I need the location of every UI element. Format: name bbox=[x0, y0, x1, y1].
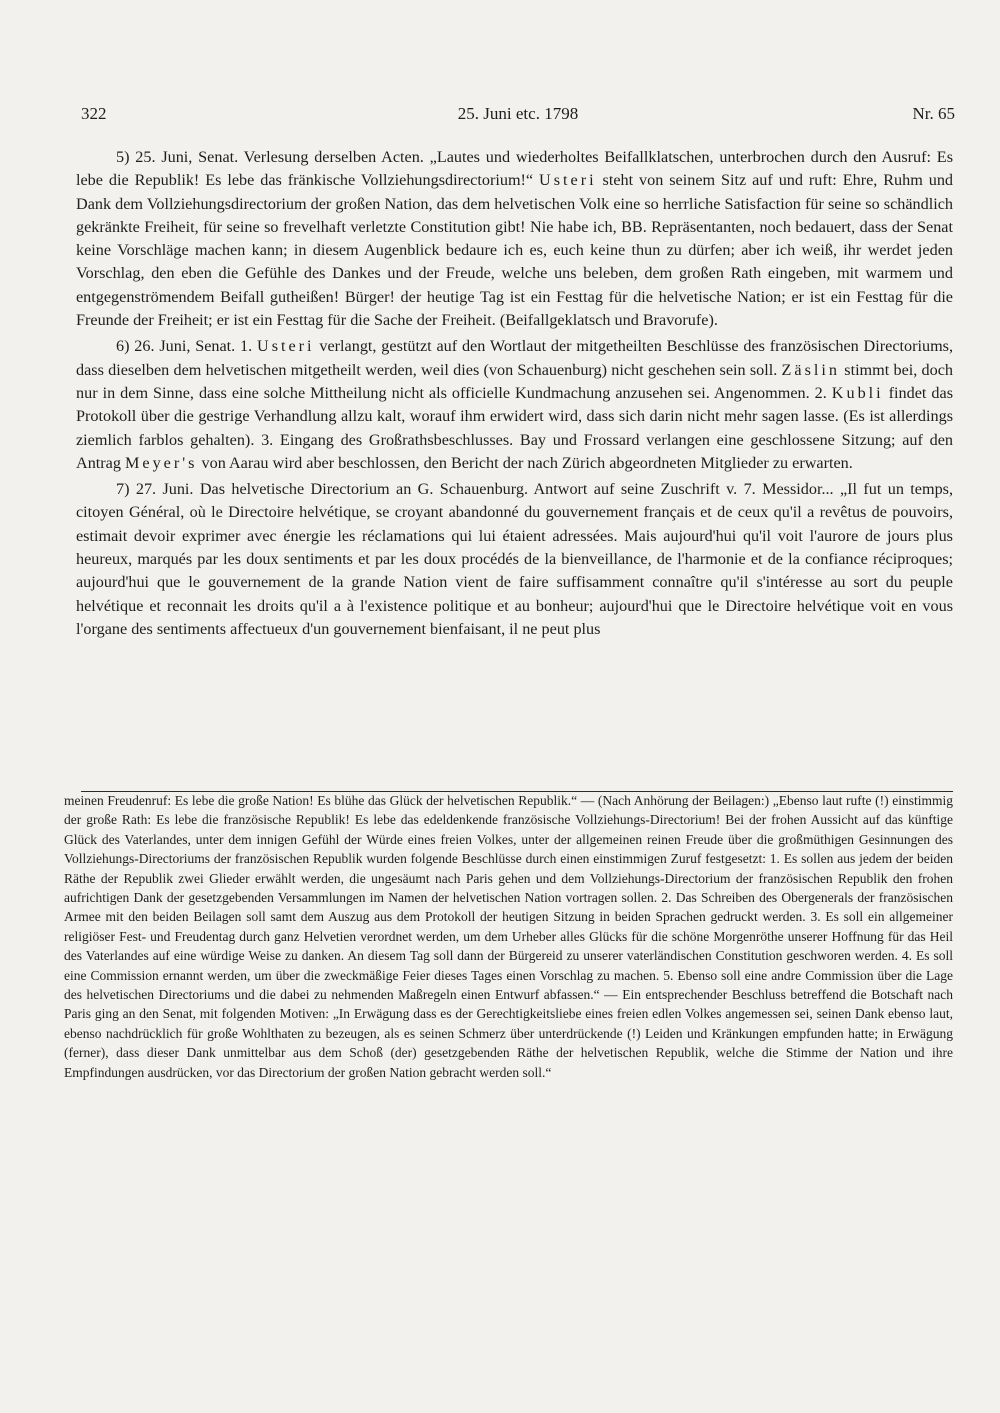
p6-text-e: von Aarau wird aber beschlossen, den Bericht der nach Zürich abgeordneten Mitglieder zu erwarten. bbox=[201, 453, 853, 472]
running-header bbox=[81, 104, 955, 128]
running-title: 25. Juni etc. 1798 bbox=[457, 104, 579, 123]
page-number: 322 bbox=[81, 104, 107, 123]
p7-letter-text: „Il fut un temps, citoyen Général, où le Directoire helvétique, se croyant abandonné du gouvernement français et de ceux qu'il a revêtus de pouvoirs, estimait devoir exprimer avec énergie les réclamations qui lui étaient adressées. Mais aujourd'hui qu'il voit l'aurore de jours plus heureux, marqués par les doux sentiments et par les doux procédés de la bienveillance, de l'harmonie et de la confiance réciproques; aujourd'hui que le gouvernement de la grande Nation vient de faire suffisamment connaître qu'il s'intéresse au sort du peuple helvétique et reconnait les droits qu'il a à l'existence politique et au bonheur; aujourd'hui que le Directoire helvétique voit en vous l'organe des sentiments affectueux d'un gouvernement bienfaisant, il ne peut plus bbox=[76, 480, 954, 638]
p6-text-a: 6) 26. Juni, Senat. 1. bbox=[116, 337, 253, 356]
paragraph-6 bbox=[76, 335, 953, 475]
p6-text-d: findet das Protokoll über die gestrige Verhandlung allzu kalt, worauf ihm erwidert wird, dass sich darin nicht mehr sagen lasse. (Es ist allerdings ziemlich farblos gehalten). 3. Eingang des Großrathsbeschlusses. Bay und Frossard verlangen eine geschlossene Sitzung; auf den Antrag bbox=[76, 383, 953, 472]
document-number: Nr. 65 bbox=[912, 104, 955, 123]
person-name: Usteri bbox=[539, 171, 597, 190]
person-name: Usteri bbox=[257, 337, 315, 356]
p5-text-b: steht von seinem Sitz auf und ruft: Ehre, Ruhm und Dank dem Vollziehungsdirectorium der großen Nation, das dem helvetischen Volk eine so herrliche Satisfaction für seine so schändlich gekränkte Freiheit, für seine so frevelhaft verletzte Constitution gibt! Nie habe ich, BB. Repräsentanten, noch bedauert, dass der Senat keine Vorschläge machen kann; in diesem Augenblick bedaure ich es, euch keine thun zu dürfen; aber ich weiß, ihr werdet jeden Vorschlag, den eben die Gefühle des Dankes und der Freude, welche uns beleben, dem großen Rath eingeben, mit warmem und entgegenströmendem Beifall gutheißen! Bürger! der heutige Tag ist ein Festtag für die helvetische Nation; er ist ein Festtag für die Freunde der Freiheit; er ist ein Festtag für die Sache der Freiheit. (Beifallgeklatsch und Bravorufe). bbox=[76, 171, 954, 330]
paragraph-7 bbox=[76, 478, 953, 641]
main-text bbox=[76, 146, 953, 644]
p7-heading: 7) 27. Juni. Das helvetische Directorium an G. Schauenburg. Antwort auf seine Zuschrift v. 7. Messidor... bbox=[116, 480, 834, 499]
person-name: Kubli bbox=[831, 383, 884, 402]
person-name: Meyer's bbox=[125, 453, 198, 472]
p6-text-b: verlangt, gestützt auf den Wortlaut der mitgetheilten Beschlüsse des französischen Directoriums, dass dieselben dem helvetischen mitgetheilt werden, weil dies (von Schauenburg) nicht geschehen sein soll. bbox=[76, 337, 954, 379]
footnote-block bbox=[64, 791, 953, 1082]
paragraph-5 bbox=[76, 146, 953, 332]
footnote-text: meinen Freudenruf: Es lebe die große Nation! Es blühe das Glück der helvetischen Republik.“ — (Nach Anhörung der Beilagen:) „Ebenso laut rufte (!) einstimmig der große Rath: Es lebe die französische Republik! Es lebe das edeldenkende französische Vollziehungs-Directorium! Bei der frohen Aussicht auf das künftige Glück des Vaterlandes, unter dem innigen Gefühl der Würde eines freien Volkes, unter der allgemeinen reinen Freude über die großmüthigen Gesinnungen des Vollziehungs-Directoriums der französischen Republik wurden folgende Beschlüsse durch einen einstimmigen Zuruf festgesetzt: 1. Es sollen aus jedem der beiden Räthe der Republik zwei Glieder erwählt werden, die ungesäumt nach Paris gehen und dem Vollziehungs-Directorium der französischen Republik den frohen aufrichtigen Dank der gesetzgebenden Versammlungen im Namen der helvetischen Nation vortragen sollen. 2. Das Schreiben des Obergenerals der französischen Armee mit den beiden Beilagen soll samt dem Auszug aus dem Protokoll der heutigen Sitzung in beiden Sprachen gedruckt werden. 3. Es soll ein allgemeiner religiöser Fest- und Freudentag durch ganz Helvetien verordnet werden, um dem Urheber alles Glücks für die schöne Morgenröthe unserer Hoffnung für das Heil des Vaterlandes auf eine würdige Weise zu danken. An diesem Tag soll dann der Bürgereid zu unserer vaterländischen Constitution geschworen werden. 4. Es soll eine Commission ernannt werden, um über die zweckmäßige Feier dieses Tages einen Vorschlag zu machen. 5. Ebenso soll eine andre Commission über die Lage des helvetischen Directoriums und die dabei zu nehmenden Maßregeln einen Entwurf abfassen.“ — Ein entsprechender Beschluss betreffend die Botschaft nach Paris ging an den Senat, mit folgenden Motiven: „In Erwägung dass es der Gerechtigkeitsliebe eines freien edlen Volkes angemessen sei, seinen Dank ebenso laut, ebenso nachdrücklich für große Wohlthaten zu bezeugen, als es seinen Schmerz über unterdrückende (!) Leiden und Kränkungen empfunden hatte; in Erwägung (ferner), dass dieser Dank unmittelbar aus dem Schoß (der) gesetzgebenden Räthe der helvetischen Republik, welche die Stimme der Nation und ihre Empfindungen ausdrücken, vor das Directorium der großen Nation gebracht werden soll.“ bbox=[64, 793, 953, 1080]
person-name: Zäslin bbox=[781, 360, 841, 379]
p6-text-c: stimmt bei, doch nur in dem Sinne, dass eine solche Mittheilung nicht als officielle Kundmachung anzusehen sei. Angenommen. 2. bbox=[76, 360, 954, 402]
p5-text-a: 5) 25. Juni, Senat. Verlesung derselben Acten. „Lautes und wiederholtes Beifallklatschen, unterbrochen durch den Ausruf: Es lebe die Republik! Es lebe das fränkische Vollziehungsdirectorium!“ bbox=[76, 148, 953, 190]
